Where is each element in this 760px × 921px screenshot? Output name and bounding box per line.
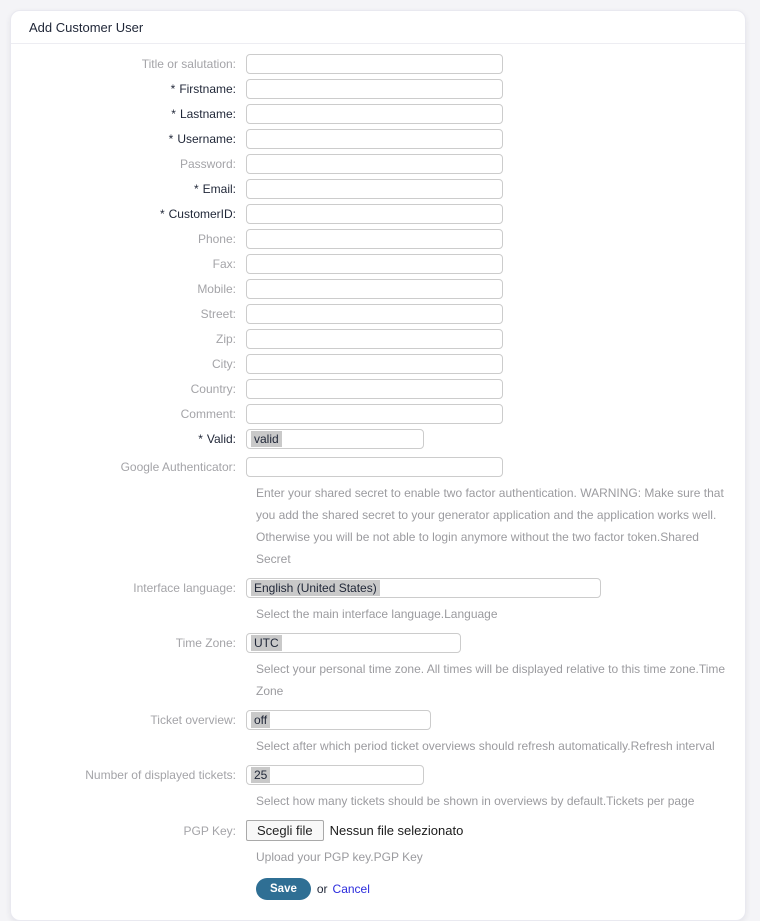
time-zone-help-text: Select your personal time zone. All times will be displayed relative to this time zone.Time Zone xyxy=(256,662,726,698)
interface-language-help-text: Select the main interface language.Language xyxy=(256,607,498,621)
interface-language-label: Interface language: xyxy=(133,581,236,595)
interface-language-select[interactable]: English (United States) xyxy=(246,578,601,598)
comment-label: Comment: xyxy=(180,407,236,421)
form-row-valid xyxy=(29,429,727,449)
time-zone-select[interactable]: UTC xyxy=(246,633,461,653)
save-button[interactable]: Save xyxy=(256,878,311,900)
lastname-label: * Lastname: xyxy=(171,107,236,121)
displayed-tickets-help-text: Select how many tickets should be shown in overviews by default.Tickets per page xyxy=(256,794,695,808)
pgp-key-label: PGP Key: xyxy=(183,823,236,838)
form-row-country xyxy=(29,379,727,399)
street-label: Street: xyxy=(200,307,236,321)
form-row-mobile xyxy=(29,279,727,299)
mobile-input[interactable] xyxy=(246,279,503,299)
google-authenticator-label: Google Authenticator: xyxy=(120,460,236,474)
google-authenticator-help-text: Enter your shared secret to enable two factor authentication. WARNING: Make sure that you add the shared secret to your generator application and the application works well. Otherwise you will be not able to login anymore without the two factor token.Shared Secret xyxy=(256,486,724,566)
phone-input[interactable] xyxy=(246,229,503,249)
form-row-interface-language xyxy=(29,578,727,598)
mobile-label: Mobile: xyxy=(197,282,236,296)
form-row-zip xyxy=(29,329,727,349)
choose-file-button[interactable]: Scegli file xyxy=(246,820,324,841)
pgp-key-file-input[interactable] xyxy=(246,820,463,841)
fax-label: Fax: xyxy=(212,257,236,271)
form-row-firstname xyxy=(29,79,727,99)
firstname-label: * Firstname: xyxy=(170,82,236,96)
form-row-lastname xyxy=(29,104,727,124)
zip-input[interactable] xyxy=(246,329,503,349)
email-label: * Email: xyxy=(193,182,236,196)
comment-input[interactable] xyxy=(246,404,503,424)
fax-input[interactable] xyxy=(246,254,503,274)
form-footer xyxy=(256,878,727,900)
street-input[interactable] xyxy=(246,304,503,324)
form-row-displayed-tickets xyxy=(29,765,727,785)
displayed-tickets-select[interactable]: 25 xyxy=(246,765,424,785)
form-row-title xyxy=(29,54,727,74)
form-row-fax xyxy=(29,254,727,274)
form-row-time-zone xyxy=(29,633,727,653)
form-row-customer-id xyxy=(29,204,727,224)
city-label: City: xyxy=(212,357,236,371)
ticket-overview-help-text: Select after which period ticket overviews should refresh automatically.Refresh interval xyxy=(256,739,715,753)
ticket-overview-select[interactable]: off xyxy=(246,710,431,730)
add-customer-user-form xyxy=(11,44,745,910)
cancel-link[interactable]: Cancel xyxy=(332,882,370,896)
form-row-password xyxy=(29,154,727,174)
customer-id-label: * CustomerID: xyxy=(159,207,236,221)
form-row-pgp-key xyxy=(29,820,727,841)
form-row-google-authenticator xyxy=(29,457,727,477)
city-input[interactable] xyxy=(246,354,503,374)
username-input[interactable] xyxy=(246,129,503,149)
valid-select[interactable]: valid xyxy=(246,429,424,449)
valid-label: * Valid: xyxy=(198,432,236,446)
time-zone-label: Time Zone: xyxy=(175,636,236,650)
title-or-salutation-label: Title or salutation: xyxy=(141,57,236,71)
country-label: Country: xyxy=(190,382,236,396)
footer-separator-text: or xyxy=(316,882,328,896)
page-title: Add Customer User xyxy=(29,20,144,35)
panel-header xyxy=(11,11,745,44)
file-status-text: Nessun file selezionato xyxy=(329,823,464,838)
lastname-input[interactable] xyxy=(246,104,503,124)
firstname-input[interactable] xyxy=(246,79,503,99)
add-customer-user-panel xyxy=(10,10,746,921)
password-input[interactable] xyxy=(246,154,503,174)
form-row-phone xyxy=(29,229,727,249)
email-field[interactable] xyxy=(246,179,503,199)
form-row-street xyxy=(29,304,727,324)
displayed-tickets-label: Number of displayed tickets: xyxy=(85,768,236,782)
form-row-comment xyxy=(29,404,727,424)
country-input[interactable] xyxy=(246,379,503,399)
customer-id-input[interactable] xyxy=(246,204,503,224)
google-authenticator-input[interactable] xyxy=(246,457,503,477)
phone-label: Phone: xyxy=(197,232,236,246)
title-or-salutation-input[interactable] xyxy=(246,54,503,74)
username-label: * Username: xyxy=(168,132,236,146)
form-row-city xyxy=(29,354,727,374)
zip-label: Zip: xyxy=(215,332,236,346)
form-row-username xyxy=(29,129,727,149)
password-label: Password: xyxy=(179,157,236,171)
form-row-email xyxy=(29,179,727,199)
pgp-key-help-text: Upload your PGP key.PGP Key xyxy=(256,850,423,864)
ticket-overview-label: Ticket overview: xyxy=(150,713,236,727)
form-row-ticket-overview xyxy=(29,710,727,730)
